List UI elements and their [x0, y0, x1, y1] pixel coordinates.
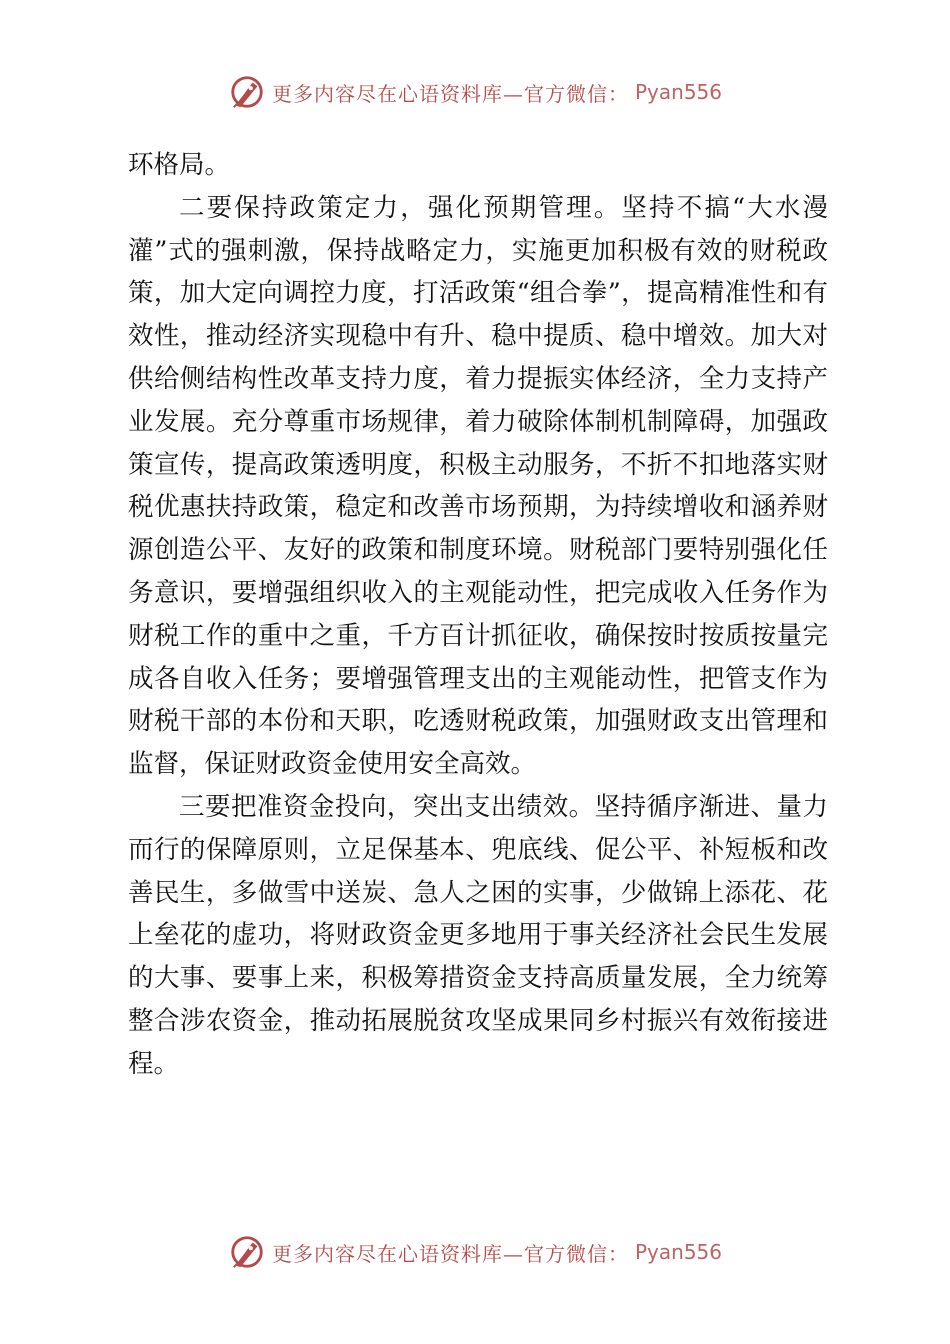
- header-watermark: [0, 72, 950, 112]
- pen-nib-circle-icon: [228, 73, 266, 111]
- paragraph-fund-allocation: 三要把准资金投向，突出支出绩效。坚持循序渐进、量力而行的保障原则，立足保基本、兜底线、促公平、补短板和改善民生，多做雪中送炭、急人之困的实事，少做锦上添花、花上垒花的虚功，将财政资金更多地用于事关经济社会民生发展的大事、要事上来，积极筹措资金支持高质量发展，全力统筹整合涉农资金，推动拓展脱贫攻坚成果同乡村振兴有效衔接进程。: [128, 791, 828, 1079]
- paragraph-continuation: 环格局。: [128, 150, 231, 180]
- document-body: [128, 144, 828, 1086]
- watermark-wechat-id: Pyan556: [634, 80, 722, 104]
- paragraph-policy-stability: 二要保持政策定力，强化预期管理。坚持不搞“大水漫灌”式的强刺激，保持战略定力，实施更加积极有效的财税政策，加大定向调控力度，打活政策“组合拳”，提高精准性和有效性，推动经济实现稳中有升、稳中提质、稳中增效。加大对供给侧结构性改革支持力度，着力提振实体经济，全力支持产业发展。充分尊重市场规律，着力破除体制机制障碍，加强政策宣传，提高政策透明度，积极主动服务，不折不扣地落实财税优惠扶持政策，稳定和改善市场预期，为持续增收和涵养财源创造公平、友好的政策和制度环境。财税部门要特别强化任务意识，要增强组织收入的主观能动性，把完成收入任务作为财税工作的重中之重，千方百计抓征收，确保按时按质按量完成各自收入任务；要增强管理支出的主观能动性，把管支作为财税干部的本份和天职，吃透财税政策，加强财政支出管理和监督，保证财政资金使用安全高效。: [128, 192, 828, 780]
- watermark-text: 更多内容尽在心语资料库—官方微信：: [271, 1241, 629, 1266]
- footer-watermark: [0, 1232, 950, 1272]
- watermark-text: 更多内容尽在心语资料库—官方微信：: [271, 81, 629, 106]
- pen-nib-circle-icon: [228, 1233, 266, 1271]
- watermark-wechat-id: Pyan556: [634, 1240, 722, 1264]
